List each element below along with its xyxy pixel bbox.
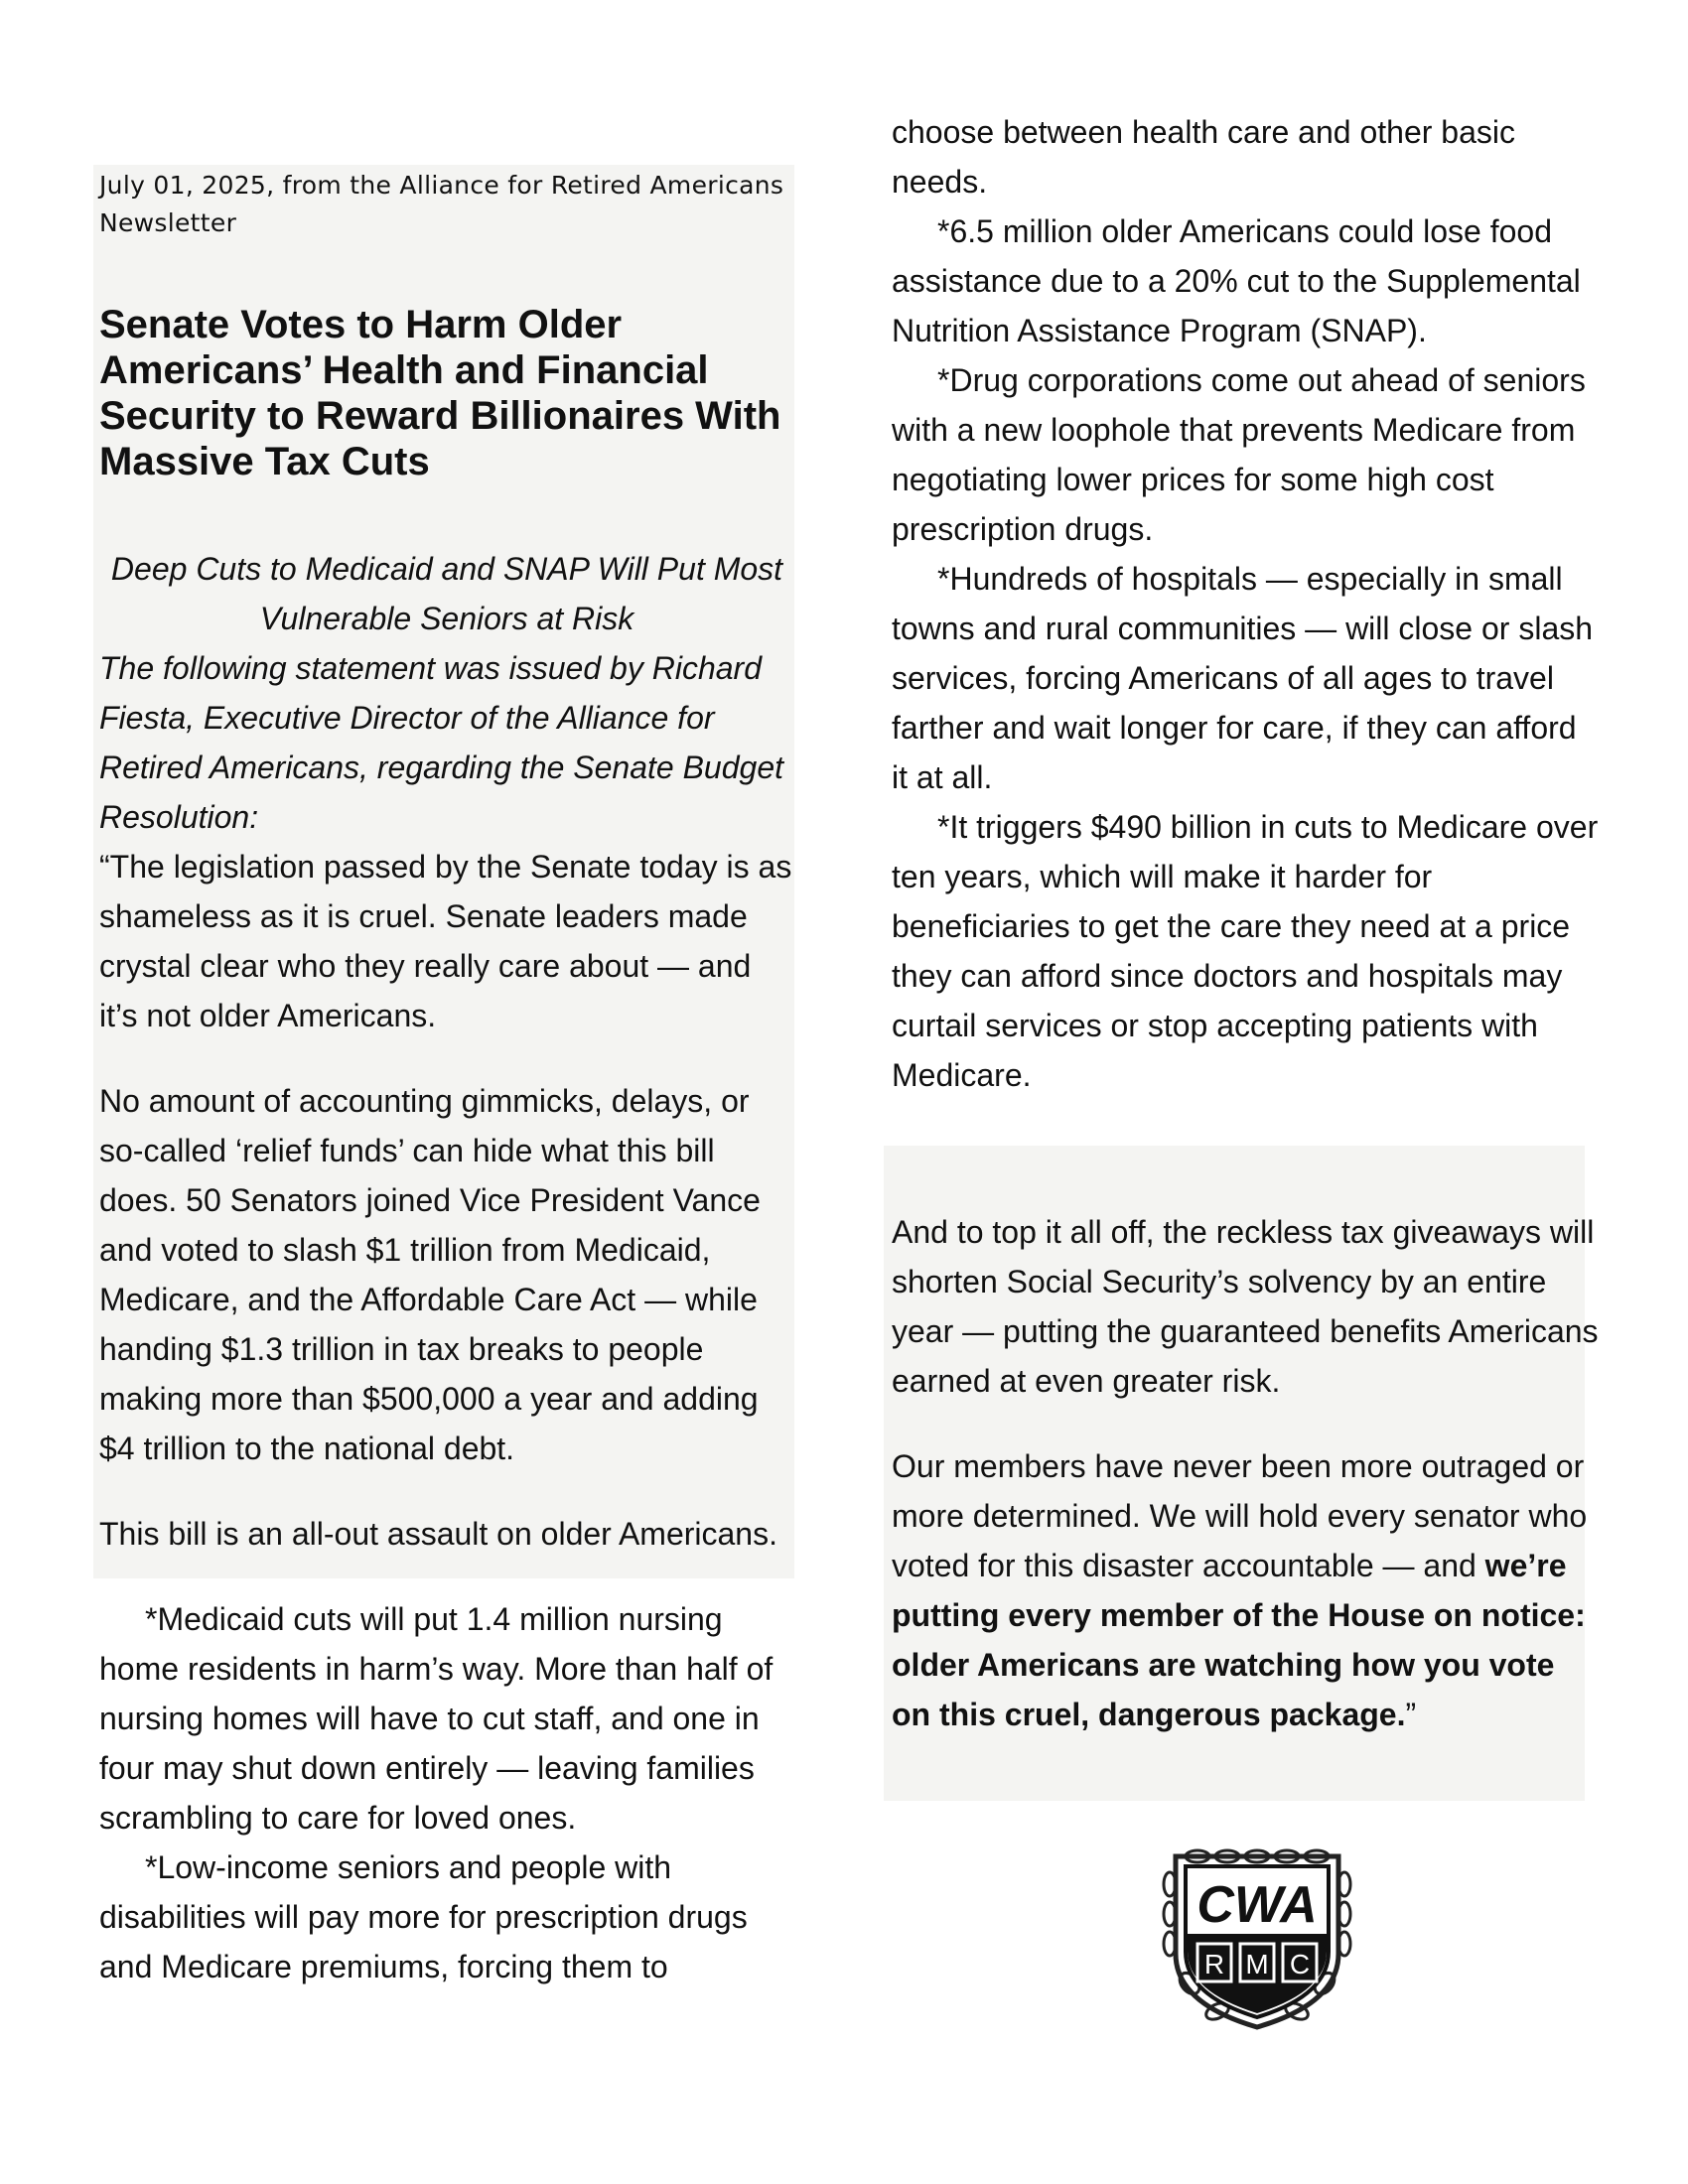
intro-statement: The following statement was issued by Richard Fiesta, Executive Director of the Alliance for Retired Americans, regarding the Senate Budget Resolution: [99,650,783,835]
bullet-snap: *6.5 million older Americans could lose food assistance due to a 20% cut to the Supplemental Nutrition Assistance Program (SNAP). [892,213,1581,348]
logo-letter-c: C [1289,1949,1311,1979]
logo-letter-r: R [1203,1949,1225,1979]
right-column [892,107,1599,1739]
left-column [99,167,794,1991]
bullet-low-income-continued: choose between health care and other basic needs. [892,114,1515,200]
bullet-hospitals: *Hundreds of hospitals — especially in small towns and rural communities — will close or slash services, forcing Americans of all ages to travel farther and wait longer for care, if they can afford it at all. [892,561,1594,795]
paragraph-5-end: ” [1405,1697,1417,1732]
bullet-medicare-cuts: *It triggers $490 billion in cuts to Medicare over ten years, which will make it harder for beneficiaries to get the care they need at a price they can afford since doctors and hospitals may curtail services or stop accepting patients with Medicare. [892,809,1599,1093]
subheadline: Deep Cuts to Medicaid and SNAP Will Put Most Vulnerable Seniors at Risk [110,551,783,636]
dateline: July 01, 2025, from the Alliance for Retired Americans Newsletter [99,171,784,237]
bullet-drug-corporations: *Drug corporations come out ahead of seniors with a new loophole that prevents Medicare from negotiating lower prices for some high cost prescription drugs. [892,362,1586,547]
cwa-rmc-logo [1158,1844,1356,2033]
paragraph-5-lead: Our members have never been more outraged or more determined. We will hold every senator who voted for this disaster accountable — and [892,1448,1588,1583]
paragraph-5 [892,1441,1599,1739]
logo-letter-m: M [1245,1949,1269,1979]
bullet-low-income: *Low-income seniors and people with disabilities will pay more for prescription drugs and Medicare premiums, forcing them to [99,1849,748,1984]
paragraph-5-bold: we’re putting every member of the House on notice: older Americans are watching how you vote on this cruel, dangerous package. [892,1548,1586,1732]
headline: Senate Votes to Harm Older Americans’ Health and Financial Security to Reward Billionaires With Massive Tax Cuts [99,303,781,483]
paragraph-4: And to top it all off, the reckless tax giveaways will shorten Social Security’s solvency by an entire year — putting the guaranteed benefits Americans earned at even greater risk. [892,1214,1599,1399]
logo-cwa-text: CWA [1196,1876,1318,1934]
paragraph-2: No amount of accounting gimmicks, delays, or so-called ‘relief funds’ can hide what this bill does. 50 Senators joined Vice President Vance and voted to slash $1 trillion from Medicaid, Medicare, and the Affordable Care Act — while handing $1.3 trillion in tax breaks to people making more than $500,000 a year and adding $4 trillion to the national debt. [99,1083,761,1466]
paragraph-1: “The legislation passed by the Senate today is as shameless as it is cruel. Senate leaders made crystal clear who they really care about — and it’s not older Americans. [99,849,792,1033]
paragraph-3: This bill is an all-out assault on older Americans. [99,1516,777,1552]
bullet-medicaid: *Medicaid cuts will put 1.4 million nursing home residents in harm’s way. More than half of nursing homes will have to cut staff, and one in four may shut down entirely — leaving families scrambling to care for loved ones. [99,1601,774,1836]
